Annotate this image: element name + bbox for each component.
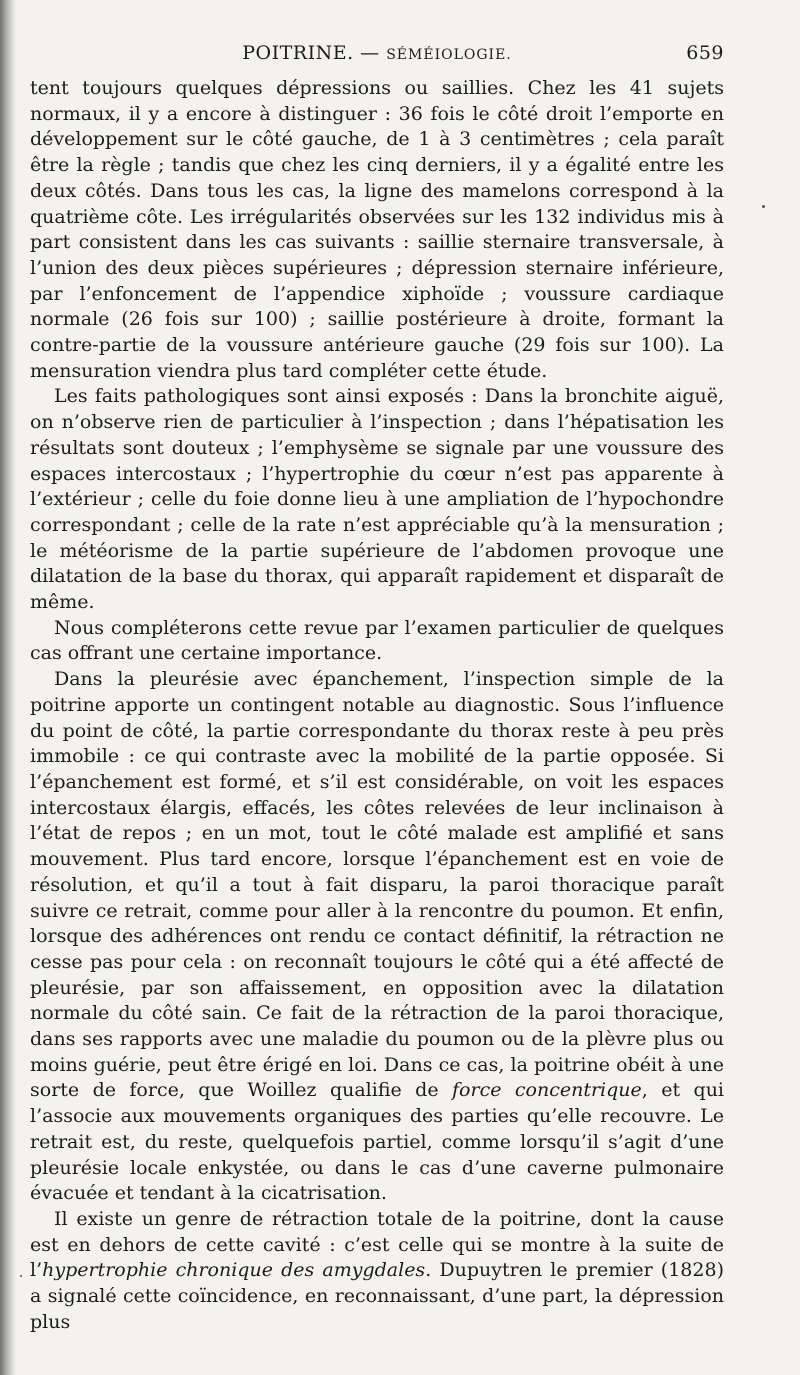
page-number: 659 (686, 42, 724, 64)
running-header (30, 42, 724, 76)
print-speck (20, 1275, 22, 1277)
paragraph-4-text-before: Dans la pleurésie avec épanchement, l’inspection simple de la poitrine apporte un contingent notable au diagnostic. Sous l’influence du point de côté, la partie correspondante du thorax reste à peu près immobile : ce qui contraste avec la mobilité de la partie opposée. Si l’épanchement est formé, et s’il est considérable, on voit les espaces intercostaux élargis, effacés, les côtes relevées de leur inclinaison à l’état de repos ; en un mot, tout le côté malade est amplifié et sans mouvement. Plus tard encore, lorsque l’épanchement est en voie de résolution, et qu’il a tout à fait disparu, la paroi thoracique paraît suivre ce retrait, comme pour aller à la rencontre du poumon. Et enfin, lorsque des adhérences ont rendu ce contact définitif, la rétraction ne cesse pas pour cela : on reconnaît toujours le côté qui a été affecté de pleurésie, par son affaissement, en opposition avec la dilatation normale du côté sain. Ce fait de la rétraction de la paroi thoracique, dans ses rapports avec une maladie du poumon ou de la plèvre plus ou moins guérie, peut être érigé en loi. Dans ce cas, la poitrine obéit à une sorte de force, que Woillez qualifie de (30, 668, 724, 1102)
paragraph-5-emphasis: hypertrophie chronique des amygdales (42, 1259, 426, 1282)
print-speck (762, 205, 765, 208)
paragraph-5-text-before: Il existe un genre de rétraction totale de la poitrine, dont la cause est en dehors de cette cavité : c’est celle qui se montre à la suite de l’ (30, 1207, 724, 1282)
book-spine-shadow (0, 0, 16, 1375)
paragraph-4-text-after: , et qui l’associe aux mouvements organiques des parties qu’elle recouvre. Le retrait est, du reste, quelquefois partiel, comme lorsqu’il s’agit d’une pleurésie locale enkystée, ou dans le cas d’une caverne pulmonaire évacuée et tendant à la cicatrisation. (30, 1079, 725, 1205)
paragraph-4 (30, 667, 724, 1207)
book-page (30, 42, 724, 1335)
paragraph-3: Nous compléterons cette revue par l’examen particulier de quelques cas offrant une certaine importance. (30, 616, 724, 665)
paragraph-5 (30, 1207, 724, 1336)
paragraph-4-emphasis: force concentrique (452, 1079, 642, 1102)
paragraph-2: Les faits pathologiques sont ainsi exposés : Dans la bronchite aiguë, on n’observe rien de particulier à l’inspection ; dans l’hépatisation les résultats sont douteux ; l’emphysème se signale par une voussure des espaces intercostaux ; l’hypertrophie du cœur n’est pas apparente à l’extérieur ; celle du foie donne lieu à une ampliation de l’hypochondre correspondant ; celle de la rate n’est appréciable qu’à la mensuration ; le météorisme de la partie supérieure de l’abdomen provoque une dilatation de la base du thorax, qui apparaît rapidement et disparaît de même. (30, 385, 724, 614)
paragraph-1: tent toujours quelques dépressions ou saillies. Chez les 41 sujets normaux, il y a encore à distinguer : 36 fois le côté droit l’emporte en développement sur le côté gauche, de 1 à 3 centimètres ; cela paraît être la règle ; tandis que chez les cinq derniers, il y a égalité entre les deux côtés. Dans tous les cas, la ligne des mamelons correspond à la quatrième côte. Les irrégularités observées sur les 132 individus mis à part consistent dans les cas suivants : saillie sternaire transversale, à l’union des deux pièces supérieures ; dépression sternaire inférieure, par l’enfoncement de l’appendice xiphoïde ; voussure cardiaque normale (26 fois sur 100) ; saillie postérieure à droite, formant la contre-partie de la voussure antérieure gauche (29 fois sur 100). La mensuration viendra plus tard compléter cette étude. (30, 77, 724, 382)
running-title-main: POITRINE. — (242, 42, 380, 64)
running-title (30, 42, 724, 64)
paragraph-5-text-after: . Dupuytren le premier (1828) a signalé cette coïncidence, en reconnaissant, d’une part, la dépression plus (30, 1259, 724, 1333)
running-title-sub: SÉMÉIOLOGIE. (386, 47, 512, 63)
